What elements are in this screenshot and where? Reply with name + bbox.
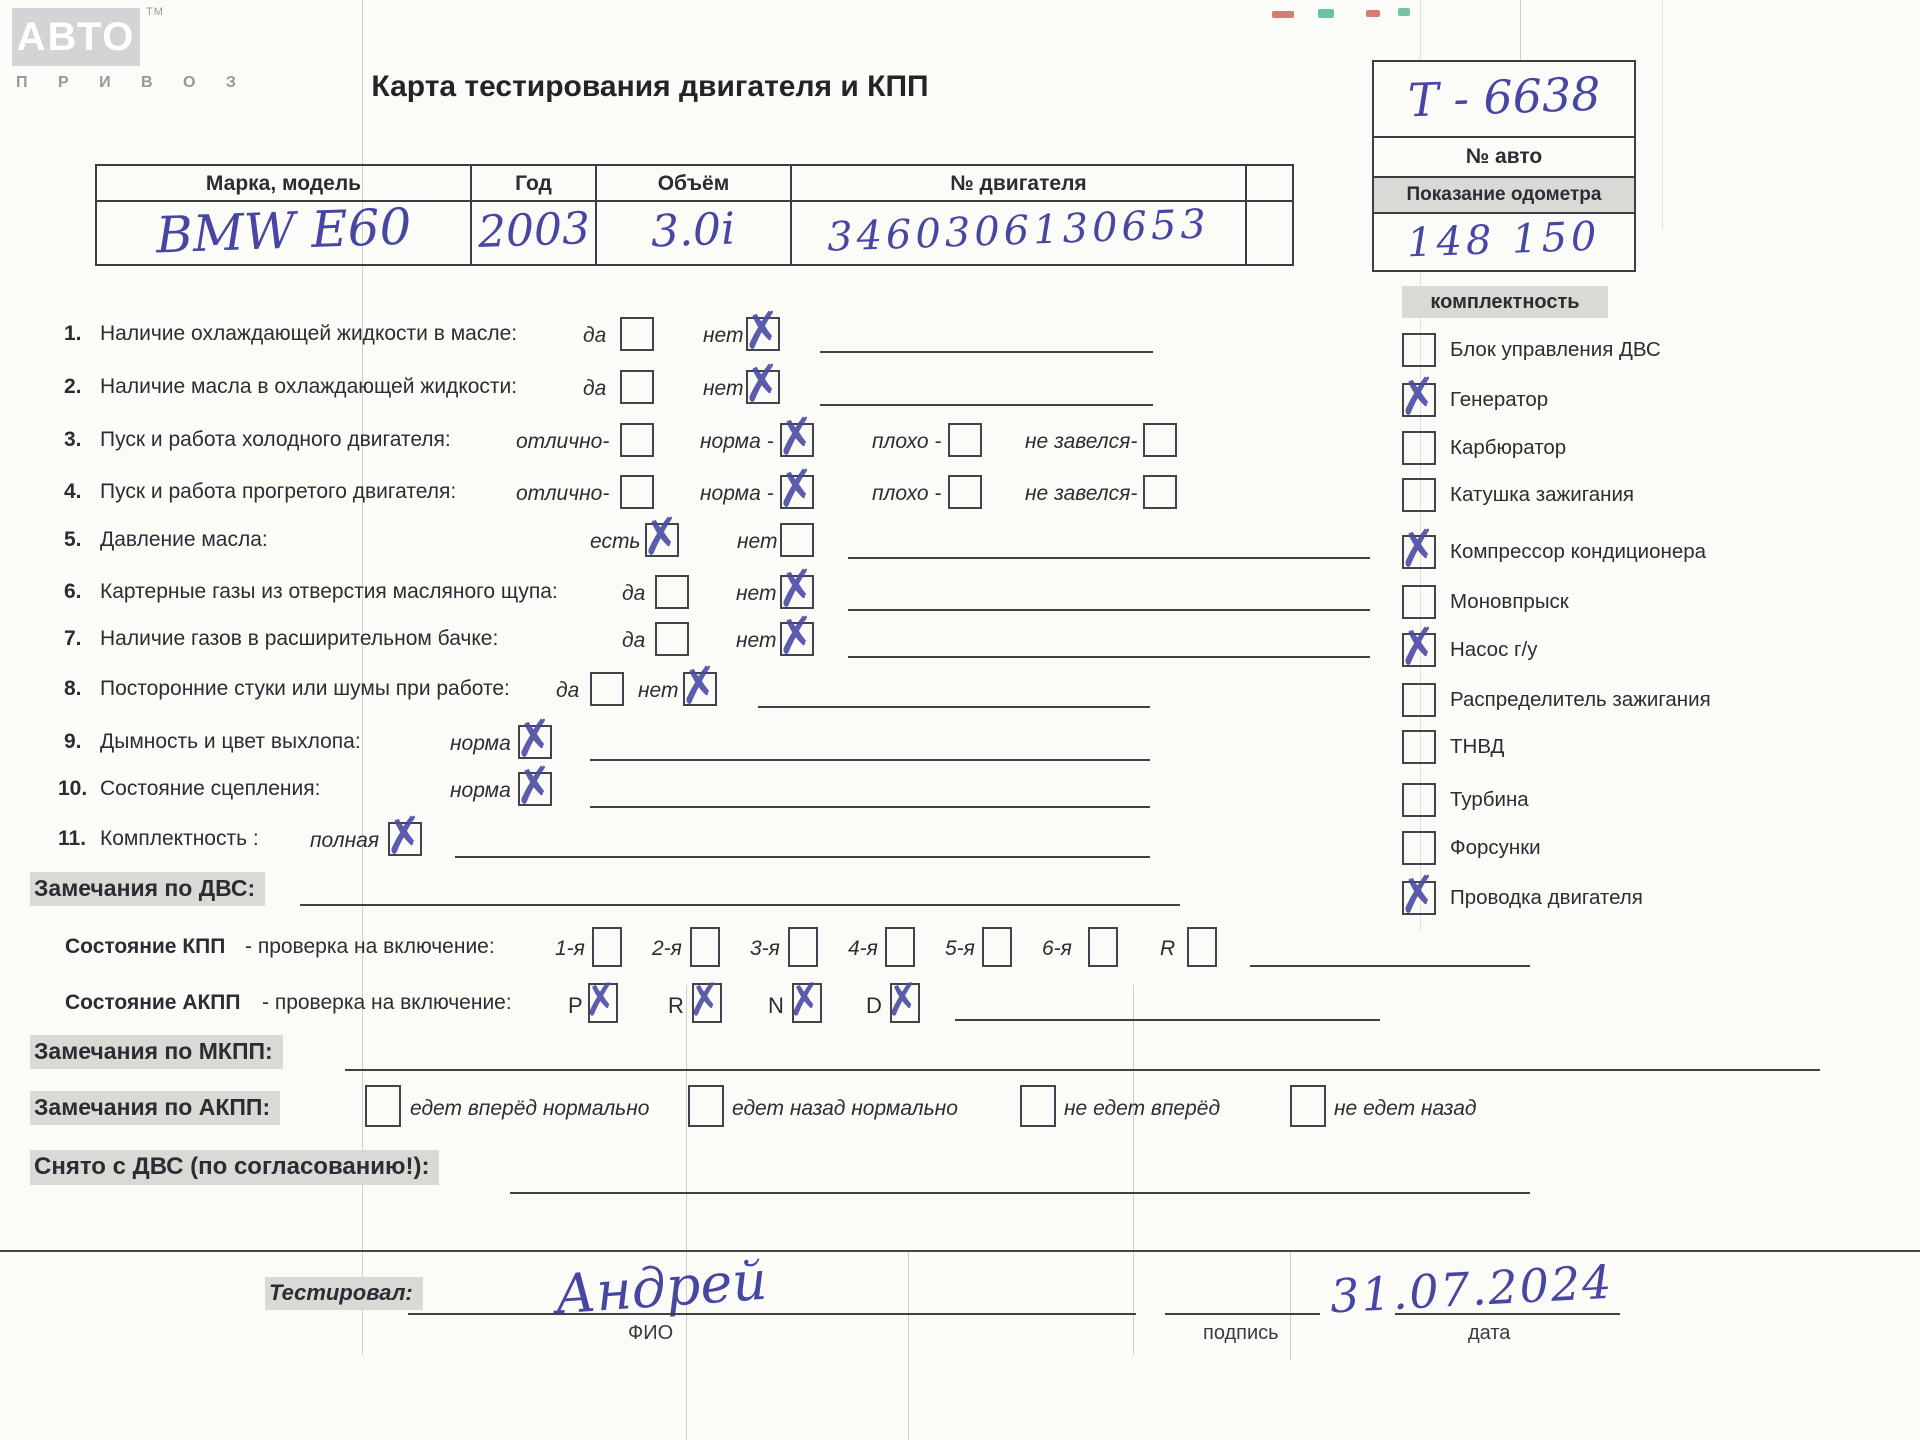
item-label: Давление масла: <box>100 528 268 551</box>
item2-yes-checkbox[interactable] <box>620 370 654 404</box>
footer-divider <box>0 1250 1920 1252</box>
year-handwriting: 2003 <box>476 203 591 258</box>
item4-bad-checkbox[interactable] <box>948 475 982 509</box>
scan-speck <box>1398 8 1410 16</box>
engine-no-handwriting: 3460306130653 <box>826 201 1211 261</box>
option-label-no: нет <box>703 377 744 400</box>
column-header-engine-no: № двигателя <box>792 166 1247 202</box>
auto-number-box <box>1372 60 1636 272</box>
option-label-present: есть <box>590 530 641 553</box>
eq-ac-compressor-label: Компрессор кондиционера <box>1450 540 1707 563</box>
eq-turbine-label: Турбина <box>1450 788 1529 811</box>
blank-line[interactable] <box>955 1019 1380 1021</box>
akpp-no-fwd-checkbox[interactable] <box>1020 1085 1056 1127</box>
option-label-norm: норма - <box>700 430 774 453</box>
column-header-year: Год <box>472 166 597 202</box>
option-label-no: нет <box>737 530 778 553</box>
item-number: 2. <box>64 375 82 398</box>
scan-fold-line <box>686 985 687 1440</box>
tester-name-handwriting: Андрей <box>553 1248 769 1327</box>
auto-number-label: № авто <box>1374 138 1634 178</box>
option-label-yes: да <box>622 582 646 605</box>
eq-tnvd-label: ТНВД <box>1450 735 1505 758</box>
item5-no-checkbox[interactable] <box>780 523 814 557</box>
gear-5-label: 5-я <box>945 937 975 960</box>
remarks-mkpp-label: Замечания по МКПП: <box>30 1035 283 1069</box>
auto-number-handwriting: Т - 6638 <box>1406 66 1602 128</box>
gear-4-label: 4-я <box>848 937 878 960</box>
item9-norm-checkbox[interactable] <box>518 725 552 759</box>
item3-norm-checkbox[interactable] <box>780 423 814 457</box>
checklist-item-6 <box>0 575 1920 617</box>
checklist-item-3 <box>0 423 1920 465</box>
gear-r-label: R <box>668 993 684 1018</box>
eq-injectors-label: Форсунки <box>1450 836 1541 859</box>
item-label: Картерные газы из отверстия масляного щупа: <box>100 580 558 603</box>
option-label-bad: плохо - <box>872 482 942 505</box>
volume-field[interactable] <box>597 202 792 264</box>
eq-mono-injection-label: Моновпрыск <box>1450 590 1569 613</box>
akpp-no-rev-checkbox[interactable] <box>1290 1085 1326 1127</box>
kpp-gear-2-checkbox[interactable] <box>690 927 720 967</box>
item3-bad-checkbox[interactable] <box>948 423 982 457</box>
gear-r-label: R <box>1160 937 1176 960</box>
item-number: 8. <box>64 677 82 700</box>
column-header-brand: Марка, модель <box>97 166 472 202</box>
remarks-mkpp-line[interactable] <box>345 1069 1820 1071</box>
remarks-akpp-row <box>0 1085 1920 1133</box>
akpp-rev-ok-label: едет назад нормально <box>732 1097 958 1120</box>
akpp-fwd-ok-checkbox[interactable] <box>365 1085 401 1127</box>
blank-line[interactable] <box>848 656 1370 658</box>
item-label: Дымность и цвет выхлопа: <box>100 730 361 753</box>
gear-p-label: P <box>568 993 583 1018</box>
remarks-dvs-label: Замечания по ДВС: <box>30 872 265 906</box>
scan-speck <box>1318 9 1334 18</box>
blank-line[interactable] <box>758 706 1150 708</box>
date-label: дата <box>1468 1322 1511 1344</box>
akpp-p-checkbox[interactable] <box>588 983 618 1023</box>
item-label: Пуск и работа прогретого двигателя: <box>100 480 457 503</box>
kpp-gear-3-checkbox[interactable] <box>788 927 818 967</box>
checklist-item-8 <box>0 672 1920 714</box>
eq-generator-label: Генератор <box>1450 388 1549 411</box>
signature-label: подпись <box>1203 1322 1279 1344</box>
blank-line[interactable] <box>590 806 1150 808</box>
scan-speck <box>1366 10 1380 17</box>
kpp-label-bold: Состояние КПП <box>65 935 226 958</box>
option-label-full: полная <box>310 829 380 852</box>
item-label: Состояние сцепления: <box>100 777 321 800</box>
scan-fold-line <box>908 1250 909 1440</box>
checklist-item-10 <box>0 772 1920 814</box>
kpp-gear-4-checkbox[interactable] <box>885 927 915 967</box>
akpp-check-row <box>0 983 1920 1025</box>
item10-norm-checkbox[interactable] <box>518 772 552 806</box>
akpp-label-bold: Состояние АКПП <box>65 991 241 1014</box>
akpp-d-checkbox[interactable] <box>890 983 920 1023</box>
logo-brand-text: АВТО <box>16 14 136 59</box>
auto-number-field[interactable] <box>1374 62 1634 138</box>
akpp-no-rev-label: не едет назад <box>1334 1097 1477 1120</box>
eq-carburetor-label: Карбюратор <box>1450 436 1567 459</box>
removed-from-engine-label: Снято с ДВС (по согласованию!): <box>30 1150 439 1185</box>
item-number: 7. <box>64 627 82 650</box>
fio-label: ФИО <box>628 1322 674 1344</box>
logo-subtitle: П Р И В О З <box>16 74 249 91</box>
date-handwriting: 31.07.2024 <box>1328 1254 1615 1324</box>
remarks-dvs-line[interactable] <box>300 904 1180 906</box>
option-label-norm: норма - <box>700 482 774 505</box>
item3-excellent-checkbox[interactable] <box>620 423 654 457</box>
item6-no-checkbox[interactable] <box>780 575 814 609</box>
option-label-no: нет <box>736 629 777 652</box>
option-label-nostart: не завелся- <box>1025 430 1138 453</box>
eq-engine-wiring-label: Проводка двигателя <box>1450 886 1643 909</box>
signature-line[interactable] <box>1165 1313 1320 1315</box>
scan-fold-line <box>1290 1250 1291 1360</box>
item-number: 10. <box>58 777 88 800</box>
option-label-no: нет <box>638 679 679 702</box>
option-label-yes: да <box>583 377 607 400</box>
item-number: 1. <box>64 322 82 345</box>
option-label-yes: да <box>622 629 646 652</box>
volume-handwriting: 3.0i <box>650 203 737 258</box>
kpp-gear-6-checkbox[interactable] <box>1088 927 1118 967</box>
item8-yes-checkbox[interactable] <box>590 672 624 706</box>
item-label: Наличие охлаждающей жидкости в масле: <box>100 322 518 345</box>
gear-1-label: 1-я <box>555 937 585 960</box>
eq-distributor-label: Распределитель зажигания <box>1450 688 1711 711</box>
akpp-fwd-ok-label: едет вперёд нормально <box>410 1097 650 1120</box>
odometer-handwriting: 148 150 <box>1406 213 1602 267</box>
option-label-excellent: отлично- <box>516 482 610 505</box>
item11-full-checkbox[interactable] <box>388 822 422 856</box>
eq-ps-pump-label: Насос г/у <box>1450 638 1538 661</box>
logo-tm-mark: ТМ <box>146 6 164 18</box>
blank-line[interactable] <box>848 557 1370 559</box>
akpp-no-fwd-label: не едет вперёд <box>1064 1097 1221 1120</box>
option-label-yes: да <box>556 679 580 702</box>
item4-norm-checkbox[interactable] <box>780 475 814 509</box>
equipment-header: комплектность <box>1402 286 1608 318</box>
item8-no-checkbox[interactable] <box>683 672 717 706</box>
item-label: Наличие масла в охлаждающей жидкости: <box>100 375 518 398</box>
kpp-check-row <box>0 927 1920 969</box>
brand-model-handwriting: BMW E60 <box>154 197 413 265</box>
blank-line[interactable] <box>455 856 1150 858</box>
scan-fold-line <box>1520 0 1521 60</box>
option-label-norm: норма <box>450 779 511 802</box>
item2-no-checkbox[interactable] <box>746 370 780 404</box>
item1-yes-checkbox[interactable] <box>620 317 654 351</box>
item5-present-checkbox[interactable] <box>645 523 679 557</box>
odometer-field[interactable] <box>1374 214 1634 270</box>
option-label-yes: да <box>583 324 607 347</box>
item1-no-checkbox[interactable] <box>746 317 780 351</box>
gear-3-label: 3-я <box>750 937 780 960</box>
akpp-rev-ok-checkbox[interactable] <box>688 1085 724 1127</box>
blank-line[interactable] <box>1250 965 1530 967</box>
option-label-no: нет <box>736 582 777 605</box>
item6-yes-checkbox[interactable] <box>655 575 689 609</box>
item4-excellent-checkbox[interactable] <box>620 475 654 509</box>
option-label-bad: плохо - <box>872 430 942 453</box>
option-label-no: нет <box>703 324 744 347</box>
item4-nostart-checkbox[interactable] <box>1143 475 1177 509</box>
checklist-item-9 <box>0 725 1920 767</box>
engine-no-field[interactable] <box>792 202 1247 264</box>
tested-by-label: Тестировал: <box>265 1277 423 1310</box>
item-number: 3. <box>64 428 82 451</box>
item-label: Посторонние стуки или шумы при работе: <box>100 677 510 700</box>
item-number: 5. <box>64 528 82 551</box>
vehicle-info-table <box>95 164 1294 266</box>
avtoprivoz-logo <box>12 8 140 66</box>
eq-ignition-coil-label: Катушка зажигания <box>1450 483 1634 506</box>
gear-n-label: N <box>768 993 784 1018</box>
eq-engine-wiring-checkbox[interactable] <box>1402 881 1436 915</box>
blank-line[interactable] <box>848 609 1370 611</box>
item-label: Комплектность : <box>100 827 259 850</box>
year-field[interactable] <box>472 202 597 264</box>
date-line[interactable] <box>1395 1313 1620 1315</box>
option-label-excellent: отлично- <box>516 430 610 453</box>
fio-line[interactable] <box>408 1313 1136 1315</box>
item-number: 11. <box>58 827 87 850</box>
eq-ecu-label: Блок управления ДВС <box>1450 338 1661 361</box>
item-number: 9. <box>64 730 82 753</box>
scan-fold-line <box>1133 985 1134 1355</box>
item7-yes-checkbox[interactable] <box>655 622 689 656</box>
item-label: Наличие газов в расширительном бачке: <box>100 627 499 650</box>
brand-model-field[interactable] <box>97 197 472 265</box>
odometer-header: Показание одометра <box>1374 178 1634 214</box>
gear-d-label: D <box>866 993 882 1018</box>
checklist-item-7 <box>0 622 1920 664</box>
scan-speck <box>1272 11 1294 18</box>
akpp-label-rest: - проверка на включение: <box>262 991 512 1014</box>
checklist-item-4 <box>0 475 1920 517</box>
kpp-gear-5-checkbox[interactable] <box>982 927 1012 967</box>
kpp-gear-r-checkbox[interactable] <box>1187 927 1217 967</box>
item-label: Пуск и работа холодного двигателя: <box>100 428 451 451</box>
option-label-nostart: не завелся- <box>1025 482 1138 505</box>
item-number: 4. <box>64 480 82 503</box>
kpp-label-rest: - проверка на включение: <box>245 935 495 958</box>
gear-6-label: 6-я <box>1042 937 1072 960</box>
removed-from-engine-line[interactable] <box>510 1192 1530 1194</box>
akpp-n-checkbox[interactable] <box>792 983 822 1023</box>
blank-line[interactable] <box>820 351 1153 353</box>
item3-nostart-checkbox[interactable] <box>1143 423 1177 457</box>
checklist-item-5 <box>0 523 1920 565</box>
page-title: Карта тестирования двигателя и КПП <box>371 70 929 103</box>
scan-fold-line <box>1662 0 1663 230</box>
akpp-r-checkbox[interactable] <box>692 983 722 1023</box>
checklist-item-2 <box>0 370 1920 412</box>
remarks-akpp-label: Замечания по АКПП: <box>30 1091 280 1125</box>
checklist-item-1 <box>0 317 1920 359</box>
kpp-gear-1-checkbox[interactable] <box>592 927 622 967</box>
item7-no-checkbox[interactable] <box>780 622 814 656</box>
column-header-volume: Объём <box>597 166 792 202</box>
blank-line[interactable] <box>820 404 1153 406</box>
checklist-item-11 <box>0 822 1920 864</box>
blank-line[interactable] <box>590 759 1150 761</box>
option-label-norm: норма <box>450 732 511 755</box>
column-header-empty <box>1247 166 1292 202</box>
gear-2-label: 2-я <box>652 937 682 960</box>
item-number: 6. <box>64 580 82 603</box>
